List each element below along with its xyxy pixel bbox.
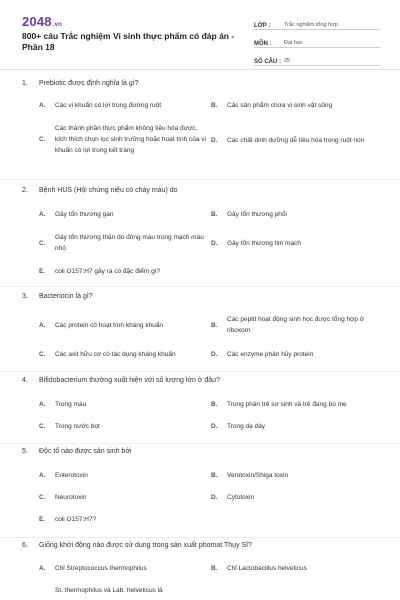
meta-subject-value: Đại học (284, 40, 303, 46)
option-b[interactable] (211, 314, 376, 336)
option-text: Trong dạ dày (227, 423, 266, 430)
header-divider (0, 69, 400, 70)
question-number: 3. (22, 293, 28, 300)
option-a[interactable] (39, 563, 204, 574)
option-e[interactable] (39, 514, 199, 525)
meta-subject-row (254, 32, 380, 48)
option-text: Chỉ Lactobacillus helveticus (227, 565, 307, 572)
question-number: 4. (22, 377, 28, 384)
question-4-heading (22, 377, 382, 384)
option-text: Các protein có hoạt tính kháng khuẩn (55, 322, 164, 329)
option-letter: A. (39, 322, 46, 329)
option-text: coli O157:H7? (55, 516, 97, 523)
meta-class-value: Trắc nghiệm tổng hợp (284, 22, 338, 28)
option-c[interactable] (39, 123, 209, 156)
option-c[interactable] (55, 585, 255, 596)
option-d[interactable] (211, 421, 381, 432)
option-d[interactable] (211, 349, 381, 360)
option-c[interactable] (39, 349, 209, 360)
option-b[interactable] (211, 470, 381, 481)
option-text: Trong nước bọt (55, 423, 100, 430)
option-text: Verotoxin/Shiga toxin (227, 472, 289, 479)
page-title: 800+ câu Trắc nghiệm Vi sinh thực phẩm có đáp án - Phần 18 (22, 31, 235, 52)
option-text: Chỉ Streptococcus thermophilus (55, 565, 147, 572)
option-letter: D. (211, 137, 218, 144)
option-text: Gây tổn thương thận do đông máu trong mạch máu nhỏ (55, 234, 204, 252)
logo-text: 2048 (22, 14, 52, 29)
option-letter: E. (39, 268, 46, 275)
question-text: Bacteriocin là gì? (39, 293, 93, 300)
question-divider (0, 537, 400, 538)
option-letter: B. (211, 472, 218, 479)
question-text: Prebiotic được định nghĩa là gì? (39, 80, 139, 87)
option-letter: D. (211, 351, 218, 358)
question-text: Độc tố nào được sản sinh bởi (39, 448, 132, 455)
option-a[interactable] (39, 100, 199, 111)
question-1 (22, 80, 382, 154)
option-letter: C. (39, 136, 46, 143)
option-letter: C. (39, 494, 46, 501)
question-text: Bifidobacterium thường xuất hiện với số lượng lớn ở đâu? (39, 377, 220, 384)
question-2-heading (22, 187, 382, 194)
site-logo[interactable] (22, 14, 62, 29)
question-3-heading (22, 293, 382, 300)
question-5-heading (22, 448, 382, 455)
option-letter: A. (39, 472, 46, 479)
option-letter: B. (211, 565, 218, 572)
question-3 (22, 293, 382, 358)
meta-class-row (254, 14, 380, 30)
option-text: Các sản phẩm chứa vi sinh vật sống (227, 102, 333, 109)
question-number: 5. (22, 448, 28, 455)
question-number: 1. (22, 80, 28, 87)
option-text: Các axit hữu cơ có tác dụng kháng khuẩn (55, 351, 176, 358)
option-text: Trong máu (55, 401, 87, 408)
option-text: Các vi khuẩn có lợi trong đường ruột (55, 102, 162, 109)
question-divider (0, 443, 400, 444)
option-letter: D. (211, 240, 218, 247)
question-text: Bệnh HUS (Hội chứng niệu có chảy máu) do (39, 187, 178, 194)
option-text: Neurotoxin (55, 494, 87, 501)
option-c[interactable] (39, 421, 199, 432)
option-letter: D. (211, 494, 218, 501)
option-letter: A. (39, 211, 46, 218)
option-text: Các peptit hoạt động sinh học được tổng hợp ở riboxom (227, 316, 365, 334)
quiz-meta (254, 14, 380, 68)
option-text: Enterotoxin (55, 472, 88, 479)
option-c[interactable] (39, 232, 204, 254)
question-number: 2. (22, 187, 28, 194)
option-letter: C. (39, 423, 46, 430)
option-text: Gây tổn thương tim mạch (227, 240, 302, 247)
option-a[interactable] (39, 209, 199, 220)
question-number: 6. (22, 542, 28, 549)
option-c[interactable] (39, 492, 199, 503)
option-letter: B. (211, 401, 218, 408)
option-b[interactable] (211, 563, 381, 574)
option-text: St. thermophilus và Lab. helveticus là (55, 587, 163, 594)
option-text: Trong phân trẻ sơ sinh và trẻ đang bú mẹ (227, 401, 347, 408)
option-letter: D. (211, 423, 218, 430)
question-5 (22, 448, 382, 523)
option-d[interactable] (211, 492, 381, 503)
logo-suffix: .vn (52, 22, 63, 28)
question-4 (22, 377, 382, 430)
option-letter: B. (211, 211, 218, 218)
option-text: Gây tổn thương phổi (227, 211, 287, 218)
option-letter: A. (39, 401, 46, 408)
option-text: Các chất dinh dưỡng dễ tiêu hóa trong ruột non (227, 137, 365, 144)
option-text: Cytotoxin (227, 494, 255, 501)
option-text: Gây tổn thương gan (55, 211, 114, 218)
question-1-heading (22, 80, 382, 87)
meta-count-value: 25 (284, 58, 291, 64)
option-letter: B. (211, 321, 218, 329)
option-a[interactable] (39, 399, 199, 410)
option-letter: C. (39, 239, 46, 247)
option-text: Các enzyme phân hủy protein (227, 351, 314, 358)
option-letter: A. (39, 102, 46, 109)
question-text: Giống khởi động nào được sử dụng trong sản xuất phomat Thụy Sĩ? (39, 542, 252, 549)
option-e[interactable] (39, 266, 339, 277)
meta-subject-label: MÔN : (254, 41, 272, 47)
option-a[interactable] (39, 470, 199, 481)
option-text: Các thành phần thực phẩm không tiêu hóa được, kích thích chọn lọc sinh trưởng hoặc hoạt tính của vi khuẩn có lợi trong kết tràng (55, 125, 206, 154)
option-text: coli O157:H7 gây ra có đặc điểm gì? (55, 268, 161, 275)
option-letter: C. (39, 351, 46, 358)
meta-count-label: SỐ CÂU : (254, 59, 281, 65)
question-divider (0, 179, 400, 180)
meta-class-label: LỚP : (254, 23, 271, 29)
question-2 (22, 187, 382, 275)
question-6 (22, 542, 382, 594)
question-divider (0, 286, 400, 287)
option-letter: A. (39, 565, 46, 572)
option-b[interactable] (211, 399, 386, 410)
page-header (0, 0, 400, 70)
question-6-heading (22, 542, 382, 549)
question-divider (0, 371, 400, 372)
option-b[interactable] (211, 209, 381, 220)
option-d[interactable] (211, 135, 381, 146)
option-a[interactable] (39, 320, 204, 331)
option-d[interactable] (211, 238, 381, 249)
option-letter: E. (39, 516, 46, 523)
meta-count-row (254, 50, 380, 66)
option-letter: B. (211, 102, 218, 109)
option-b[interactable] (211, 100, 381, 111)
